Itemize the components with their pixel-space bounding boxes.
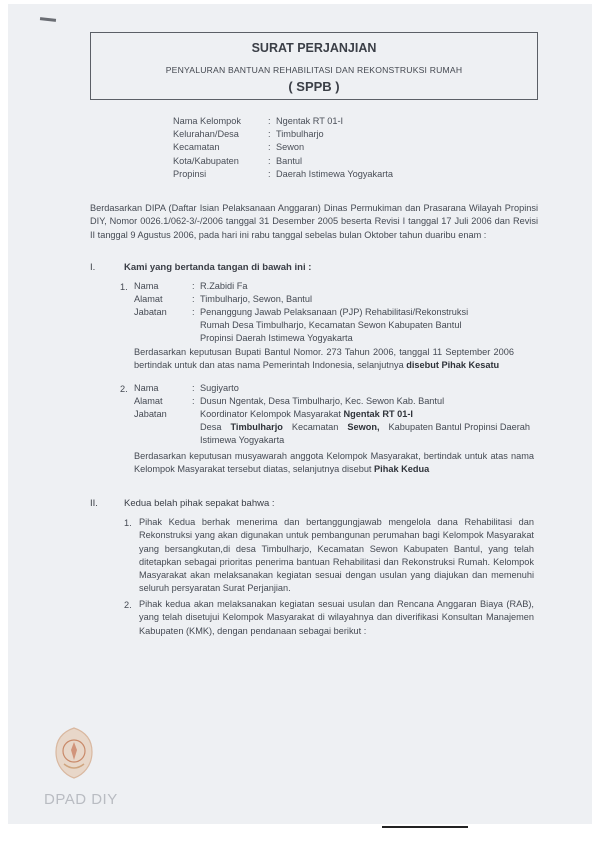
info-label: Nama Kelompok: [173, 116, 241, 126]
party1-basis-text: Berdasarkan keputusan Bupati Bantul Nomor. 273 Tahun 2006, tanggal 11 September 2006 bertindak untuk dan atas nama Pemerintah Indonesia, selanjutnya: [134, 347, 514, 371]
info-label: Kelurahan/Desa: [173, 129, 239, 140]
info-row: [173, 168, 393, 181]
village-name: Timbulharjo: [230, 422, 283, 432]
document-page: [8, 4, 592, 824]
text: Kabupaten Bantul Propinsi Daerah: [388, 422, 530, 432]
corner-scan-mark: [40, 17, 56, 22]
colon: :: [268, 155, 271, 166]
party1-name: R.Zabidi Fa: [200, 281, 248, 291]
intro-paragraph: Berdasarkan DIPA (Daftar Isian Pelaksanaan Anggaran) Dinas Permukiman dan Prasarana Wilayah Propinsi DIY, Nomor 0026.1/062-3/-/2006 tanggal 31 Desember 2005 beserta Revisi I tanggal 17 Juli 2006 dan Revisi II tanggal 9 Agustus 2006, pada hari ini rabu tanggal sebelas bulan Oktober tahun duaribu enam :: [90, 203, 538, 240]
text: Desa: [200, 422, 222, 432]
group-info: [173, 115, 393, 181]
party2-position-text: Koordinator Kelompok Masyarakat: [200, 409, 341, 419]
label: Jabatan: [134, 409, 167, 419]
party1-address-row: [134, 293, 490, 306]
label: Nama: [134, 383, 159, 393]
text: Kecamatan: [291, 422, 339, 432]
colon: :: [268, 142, 271, 153]
watermark: DPAD DIY: [44, 791, 118, 808]
info-row: [173, 141, 393, 154]
info-row: [173, 155, 393, 168]
party1-address: Timbulharjo, Sewon, Bantul: [200, 294, 313, 304]
party1-position-row: [134, 306, 495, 346]
party2-designation: Pihak Kedua: [374, 464, 430, 475]
party2-position-line3: [200, 434, 284, 447]
party2-position: [200, 408, 500, 421]
section-heading: Kedua belah pihak sepakat bahwa :: [124, 498, 275, 509]
label: Jabatan: [134, 307, 167, 317]
section-number: I.: [90, 262, 96, 273]
party2-name: Sugiyarto: [200, 383, 239, 393]
party2-basis: [134, 450, 534, 477]
colon: [192, 408, 200, 421]
district-name: Sewon,: [347, 422, 380, 432]
section-heading: Kami yang bertanda tangan di bawah ini :: [124, 262, 312, 273]
party2-name-row: [134, 382, 490, 395]
party2-group-name: Ngentak RT 01-I: [343, 409, 413, 419]
colon: :: [268, 129, 271, 140]
party2-address: Dusun Ngentak, Desa Timbulharjo, Kec. Sewon Kab. Bantul: [200, 396, 445, 406]
party1-designation: disebut Pihak Kesatu: [406, 360, 500, 371]
party2-position-line2: [200, 421, 530, 434]
party1-position: Penanggung Jawab Pelaksanaan (PJP) Rehabilitasi/Rekonstruksi Rumah Desa Timbulharjo, Kecamatan Sewon Kabupaten Bantul Propinsi Daerah Istimewa Yogyakarta: [200, 307, 469, 344]
info-value: Ngentak RT 01-I: [276, 116, 344, 126]
party-number: 2.: [120, 384, 128, 394]
info-row: [173, 128, 393, 141]
party2-position-row: [134, 408, 500, 421]
item-number: 2.: [124, 600, 132, 610]
info-value: Sewon: [276, 142, 305, 153]
colon: :: [268, 168, 271, 179]
party1-name-row: [134, 280, 490, 293]
info-label: Kota/Kabupaten: [173, 155, 239, 166]
party-number: 1.: [120, 282, 128, 292]
regional-seal-icon: [52, 726, 96, 780]
info-value: Bantul: [276, 155, 303, 166]
colon: :: [192, 281, 195, 291]
info-value: Timbulharjo: [276, 129, 324, 140]
agreement-item: Pihak kedua akan melaksanakan kegiatan sesuai usulan dan Rencana Anggaran Biaya (RAB), yang telah disetujui Kelompok Masyarakat di wilayahnya dan diverifikasi Konsultan Manajemen Kabupaten (KMK), dengan pendanaan sebagai berikut :: [139, 599, 534, 636]
colon: :: [192, 396, 195, 406]
info-row: [173, 115, 393, 128]
info-label: Kecamatan: [173, 142, 220, 153]
document-title: SURAT PERJANJIAN: [251, 41, 377, 55]
title-box: [90, 32, 538, 100]
colon: :: [192, 294, 195, 304]
label: Alamat: [134, 294, 163, 304]
colon: :: [192, 383, 195, 393]
info-label: Propinsi: [173, 168, 207, 179]
agreement-item: Pihak Kedua berhak menerima dan bertanggungjawab mengelola dana Rehabilitasi dan Rekonstruksi yang akan digunakan untuk pembangunan perumahan bagi Kelompok Masyarakat yang bersangkutan,di desa Timbulharjo, Kecamatan Sewon Kabupaten Bantul, yang telah ditetapkan sebagai prioritas penerima bantuan Rehabilitasi dan Rekonstruksi Rumah. Kelompok Masyarakat akan melaksanakan kegiatan sesuai dengan usulan yang diajukan dan memenuhi seluruh persyaratan Surat Perjanjian.: [139, 517, 534, 594]
footer-line: [382, 826, 468, 828]
party1-basis: [134, 346, 514, 373]
colon: :: [268, 116, 271, 126]
section-number: II.: [90, 498, 98, 509]
info-value: Daerah Istimewa Yogyakarta: [276, 168, 393, 179]
text: Istimewa Yogyakarta: [200, 435, 285, 445]
party2-basis-text: Berdasarkan keputusan musyawarah anggota Kelompok Masyarakat, bertindak untuk atas nama Kelompok Masyarakat tersebut diatas, selanjutnya disebut: [134, 451, 534, 475]
document-code: ( SPPB ): [288, 79, 340, 94]
party2-address-row: [134, 395, 490, 408]
label: Alamat: [134, 396, 163, 406]
item-number: 1.: [124, 518, 132, 528]
document-subtitle: PENYALURAN BANTUAN REHABILITASI DAN REKONSTRUKSI RUMAH: [165, 65, 463, 75]
colon: :: [192, 307, 195, 317]
label: Nama: [134, 281, 159, 291]
